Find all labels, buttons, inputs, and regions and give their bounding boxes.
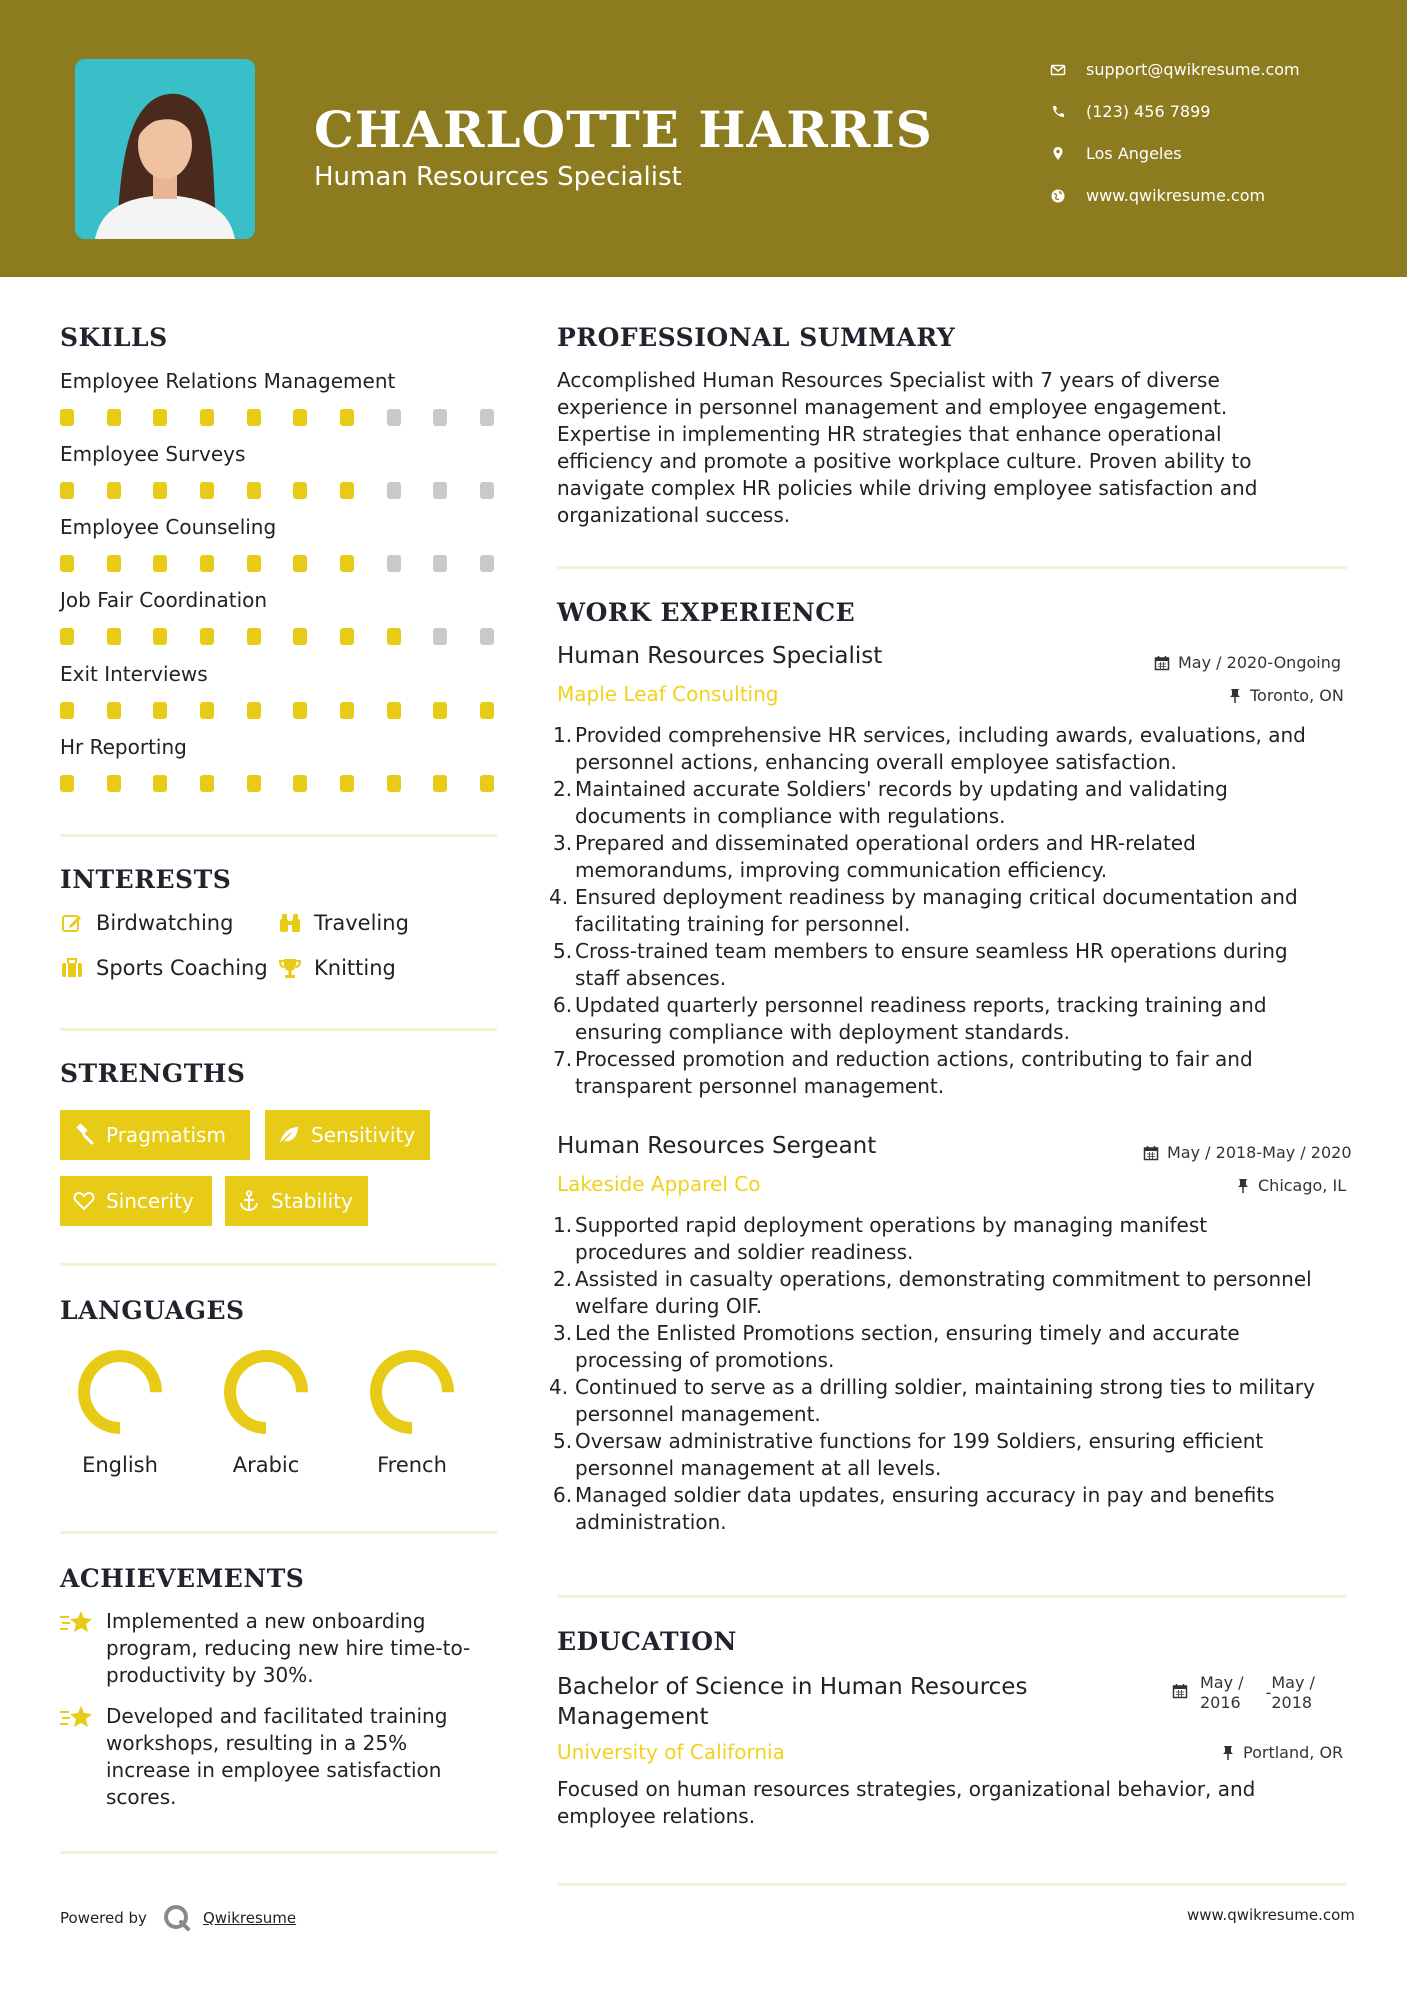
divider [557, 1883, 1347, 1886]
divider [60, 1263, 497, 1266]
gavel-icon [72, 1123, 96, 1147]
contact-phone[interactable] [1050, 102, 1210, 121]
bullet-line: Supported rapid deployment operations by managing manifest [575, 1213, 1208, 1237]
job-bullet: 5. Oversaw administrative functions for 199 Soldiers, ensuring efficient personnel management at all levels. [553, 1428, 1353, 1482]
bullet-line: staff absences. [575, 966, 727, 990]
degree-line: Bachelor of Science in Human Resources [557, 1674, 1028, 1700]
language-label: English [82, 1453, 158, 1477]
achievement-line: workshops, resulting in a 25% [106, 1731, 408, 1755]
powered-by-label: Powered by [60, 1909, 147, 1927]
language-label: French [377, 1453, 447, 1477]
rating-dot-filled [107, 409, 121, 426]
language-label: Arabic [232, 1453, 300, 1477]
rating-dot-filled [60, 702, 74, 719]
job-bullet: 5. Cross-trained team members to ensure seamless HR operations during staff absences. [553, 938, 1353, 992]
bullet-line: facilitating training for personnel. [575, 912, 911, 936]
job-bullet: 7. Processed promotion and reduction actions, contributing to fair and transparent personnel management. [553, 1046, 1353, 1100]
language-item [196, 1347, 336, 1477]
briefcase-icon [60, 956, 84, 980]
skill-name: Job Fair Coordination [60, 588, 268, 612]
degree-line: Management [557, 1704, 709, 1730]
rating-dot-filled [387, 628, 401, 645]
date-end-year: 2018 [1271, 1693, 1313, 1712]
rating-dot-filled [107, 482, 121, 499]
strengths-heading: STRENGTHS [60, 1059, 246, 1088]
achievement-line: Developed and facilitated training [106, 1704, 448, 1728]
pushpin-icon [1236, 1178, 1250, 1194]
rating-dot-filled [293, 775, 307, 792]
achievement-line: Implemented a new onboarding [106, 1609, 426, 1633]
divider [557, 1595, 1347, 1598]
bullet-line: Ensured deployment readiness by managing critical documentation and [575, 885, 1298, 909]
bullet-line: Updated quarterly personnel readiness reports, tracking training and [575, 993, 1267, 1017]
bullet-line: Assisted in casualty operations, demonstrating commitment to personnel [575, 1267, 1312, 1291]
achievement-line: scores. [106, 1785, 177, 1809]
strength-badge [60, 1176, 212, 1226]
bullet-line: welfare during OIF. [575, 1294, 763, 1318]
bullet-line: Cross-trained team members to ensure seamless HR operations during [575, 939, 1288, 963]
job-bullet: 6. Updated quarterly personnel readiness reports, tracking training and ensuring compliance with deployment standards. [553, 992, 1353, 1046]
rating-dot-filled [107, 628, 121, 645]
rating-dot-filled [340, 482, 354, 499]
rating-dot-filled [107, 702, 121, 719]
achievement-item [60, 1608, 500, 1689]
rating-dot-filled [60, 555, 74, 572]
rating-dot-filled [153, 555, 167, 572]
skill-item [60, 735, 500, 793]
rating-dot-filled [200, 628, 214, 645]
job-bullet: 4. Ensured deployment readiness by managing critical documentation and facilitating training for personnel. [553, 884, 1353, 938]
rating-dot-filled [387, 702, 401, 719]
rating-dot-filled [433, 775, 447, 792]
language-item [50, 1347, 190, 1477]
interest-label: Sports Coaching [96, 956, 268, 980]
portrait-image [75, 59, 255, 239]
calendar-icon [1143, 1145, 1159, 1161]
strength-label: Sincerity [106, 1189, 194, 1213]
job-bullet: 4. Continued to serve as a drilling soldier, maintaining strong ties to military personnel management. [553, 1374, 1353, 1428]
rating-dot-filled [60, 482, 74, 499]
job-bullet: 1. Supported rapid deployment operations by managing manifest procedures and soldier readiness. [553, 1212, 1353, 1266]
rating-dot-filled [200, 409, 214, 426]
rating-dot-filled [107, 775, 121, 792]
skill-name: Exit Interviews [60, 662, 208, 686]
candidate-name: CHARLOTTE HARRIS [314, 100, 933, 159]
date-start-month: May / [1200, 1673, 1244, 1692]
profile-photo [75, 59, 255, 239]
job-bullet: 2. Assisted in casualty operations, demonstrating commitment to personnel welfare during OIF. [553, 1266, 1353, 1320]
rating-dot-filled [153, 409, 167, 426]
bullet-line: Managed soldier data updates, ensuring accuracy in pay and benefits [575, 1483, 1275, 1507]
qwikresume-link[interactable]: Qwikresume [202, 1909, 297, 1927]
pushpin-icon [1228, 688, 1242, 704]
skill-item [60, 369, 500, 427]
languages-heading: LANGUAGES [60, 1296, 245, 1325]
education-line: Focused on human resources strategies, organizational behavior, and [557, 1777, 1256, 1801]
anchor-icon [237, 1189, 261, 1213]
rating-dot-empty [387, 555, 401, 572]
interest-item [278, 911, 409, 935]
powered-by [60, 1902, 296, 1934]
education-location [1221, 1743, 1343, 1762]
bullet-line: personnel management at all levels. [575, 1456, 942, 1480]
date-start [1200, 1673, 1244, 1713]
skill-item [60, 515, 500, 573]
language-ring [75, 1347, 165, 1437]
header-banner [0, 0, 1407, 277]
rating-dot-empty [480, 628, 494, 645]
achievement-line: increase in employee satisfaction [106, 1758, 442, 1782]
job-date [1143, 1143, 1352, 1162]
interest-label: Birdwatching [96, 911, 234, 935]
skills-heading: SKILLS [60, 323, 168, 352]
rating-dot-empty [387, 409, 401, 426]
job-location-text: Chicago, IL [1258, 1176, 1347, 1195]
job-location-text: Toronto, ON [1250, 686, 1344, 705]
interest-label: Traveling [314, 911, 409, 935]
skill-item [60, 662, 500, 720]
job-title: Human Resources Sergeant [557, 1133, 877, 1159]
interest-item [278, 956, 396, 980]
calendar-icon [1154, 655, 1170, 671]
rating-dot-filled [247, 555, 261, 572]
language-ring [221, 1347, 311, 1437]
strength-label: Pragmatism [106, 1123, 226, 1147]
rating-dot-filled [153, 702, 167, 719]
rating-dot-filled [340, 628, 354, 645]
summary-line: organizational success. [557, 503, 791, 527]
bullet-line: Provided comprehensive HR services, including awards, evaluations, and [575, 723, 1306, 747]
interests-heading: INTERESTS [60, 865, 232, 894]
interest-item [60, 956, 268, 980]
contact-email-text: support@qwikresume.com [1086, 60, 1300, 79]
job-date-text: May / 2020-Ongoing [1178, 653, 1341, 672]
rating-dot-empty [433, 482, 447, 499]
divider [557, 566, 1347, 569]
rating-dot-filled [480, 702, 494, 719]
summary-line: efficiency and promote a positive workplace culture. Proven ability to [557, 449, 1252, 473]
job-date-text: May / 2018-May / 2020 [1167, 1143, 1352, 1162]
job-location [1228, 686, 1344, 705]
education-heading: EDUCATION [557, 1627, 737, 1656]
rating-dot-filled [60, 628, 74, 645]
rating-dot-filled [200, 555, 214, 572]
skill-rating [60, 702, 500, 720]
education-description [557, 1776, 1347, 1830]
star-badge-icon [60, 1608, 94, 1638]
bullet-line: Maintained accurate Soldiers' records by updating and validating [575, 777, 1228, 801]
skill-rating [60, 482, 500, 500]
job-bullet: 6. Managed soldier data updates, ensuring accuracy in pay and benefits administration. [553, 1482, 1353, 1536]
job-bullets [549, 722, 1353, 1100]
interest-item [60, 911, 233, 935]
rating-dot-filled [247, 409, 261, 426]
bullet-line: processing of promotions. [575, 1348, 835, 1372]
pencil-square-icon [60, 911, 84, 935]
rating-dot-empty [480, 409, 494, 426]
job-title: Human Resources Specialist [557, 643, 883, 669]
job-bullet: 1. Provided comprehensive HR services, including awards, evaluations, and personnel actions, enhancing overall employee satisfaction. [553, 722, 1353, 776]
bullet-line: administration. [575, 1510, 727, 1534]
rating-dot-filled [60, 409, 74, 426]
skill-name: Employee Relations Management [60, 369, 396, 393]
rating-dot-filled [247, 628, 261, 645]
language-item [342, 1347, 482, 1477]
school-name: University of California [557, 1740, 785, 1764]
envelope-icon [1050, 62, 1066, 78]
rating-dot-filled [153, 775, 167, 792]
rating-dot-filled [293, 702, 307, 719]
bullet-line: personnel actions, enhancing overall employee satisfaction. [575, 750, 1177, 774]
rating-dot-filled [340, 409, 354, 426]
bullet-line: Led the Enlisted Promotions section, ensuring timely and accurate [575, 1321, 1240, 1345]
achievements-heading: ACHIEVEMENTS [60, 1564, 305, 1593]
trophy-icon [278, 956, 302, 980]
candidate-role: Human Resources Specialist [314, 162, 682, 192]
language-ring [367, 1347, 457, 1437]
rating-dot-filled [60, 775, 74, 792]
job-date [1154, 653, 1341, 672]
rating-dot-filled [200, 482, 214, 499]
divider [60, 834, 497, 837]
summary-heading: PROFESSIONAL SUMMARY [557, 323, 956, 352]
contact-email[interactable] [1050, 60, 1300, 79]
contact-website-text: www.qwikresume.com [1086, 186, 1266, 205]
rating-dot-empty [433, 555, 447, 572]
skill-rating [60, 628, 500, 646]
summary-text [557, 367, 1347, 529]
skill-rating [60, 775, 500, 793]
rating-dot-filled [200, 702, 214, 719]
leaf-icon [277, 1123, 301, 1147]
divider [60, 1851, 497, 1854]
summary-line: navigate complex HR policies while driving employee satisfaction and [557, 476, 1258, 500]
bullet-line: Continued to serve as a drilling soldier, maintaining strong ties to military [575, 1375, 1315, 1399]
skill-name: Hr Reporting [60, 735, 187, 759]
bullet-line: procedures and soldier readiness. [575, 1240, 914, 1264]
summary-line: experience in personnel management and employee engagement. [557, 395, 1228, 419]
rating-dot-filled [340, 555, 354, 572]
rating-dot-empty [480, 555, 494, 572]
rating-dot-empty [433, 628, 447, 645]
education-location-text: Portland, OR [1243, 1743, 1344, 1762]
rating-dot-filled [200, 775, 214, 792]
skill-item [60, 588, 500, 646]
achievement-line: program, reducing new hire time-to- [106, 1636, 471, 1660]
rating-dot-filled [247, 482, 261, 499]
strength-badge [60, 1110, 250, 1160]
date-start-year: 2016 [1200, 1693, 1241, 1712]
bullet-line: ensuring compliance with deployment standards. [575, 1020, 1070, 1044]
strength-badge [225, 1176, 368, 1226]
binoculars-icon [278, 911, 302, 935]
date-separator: - [1265, 1683, 1272, 1702]
rating-dot-filled [480, 775, 494, 792]
strength-label: Sensitivity [311, 1123, 416, 1147]
rating-dot-empty [387, 482, 401, 499]
calendar-icon [1172, 1683, 1188, 1699]
bullet-line: personnel management. [575, 1402, 821, 1426]
job-bullet: 2. Maintained accurate Soldiers' records by updating and validating documents in compliance with regulations. [553, 776, 1353, 830]
strength-label: Stability [271, 1189, 353, 1213]
rating-dot-empty [433, 409, 447, 426]
divider [60, 1531, 497, 1534]
bullet-line: documents in compliance with regulations. [575, 804, 1006, 828]
globe-icon [1050, 188, 1066, 204]
degree-title [557, 1672, 1027, 1732]
rating-dot-filled [433, 702, 447, 719]
rating-dot-empty [480, 482, 494, 499]
footer-website[interactable]: www.qwikresume.com [1187, 1906, 1355, 1924]
bullet-line: Oversaw administrative functions for 199 Soldiers, ensuring efficient [575, 1429, 1264, 1453]
heart-icon [72, 1189, 96, 1213]
rating-dot-filled [387, 775, 401, 792]
company-name: Maple Leaf Consulting [557, 682, 779, 706]
skill-name: Employee Counseling [60, 515, 277, 539]
strength-badge [265, 1110, 430, 1160]
bullet-line: memorandums, improving communication efficiency. [575, 858, 1108, 882]
experience-heading: WORK EXPERIENCE [557, 598, 856, 627]
pushpin-icon [1221, 1745, 1235, 1761]
achievement-item [60, 1703, 500, 1811]
rating-dot-filled [293, 555, 307, 572]
job-bullets [549, 1212, 1353, 1536]
bullet-line: Processed promotion and reduction actions, contributing to fair and [575, 1047, 1253, 1071]
rating-dot-filled [247, 702, 261, 719]
summary-line: Expertise in implementing HR strategies that enhance operational [557, 422, 1222, 446]
rating-dot-filled [293, 628, 307, 645]
phone-icon [1050, 104, 1066, 120]
divider [60, 1028, 497, 1031]
job-bullet: 3. Led the Enlisted Promotions section, ensuring timely and accurate processing of promotions. [553, 1320, 1353, 1374]
rating-dot-filled [293, 409, 307, 426]
rating-dot-filled [153, 628, 167, 645]
rating-dot-filled [153, 482, 167, 499]
rating-dot-filled [107, 555, 121, 572]
achievement-line: productivity by 30%. [106, 1663, 314, 1687]
skill-name: Employee Surveys [60, 442, 246, 466]
job-bullet: 3. Prepared and disseminated operational orders and HR-related memorandums, improving communication efficiency. [553, 830, 1353, 884]
bullet-line: transparent personnel management. [575, 1074, 945, 1098]
education-date [1172, 1673, 1315, 1713]
date-end-month: May / [1271, 1673, 1315, 1692]
summary-line: Accomplished Human Resources Specialist with 7 years of diverse [557, 368, 1220, 392]
star-badge-icon [60, 1703, 94, 1733]
contact-phone-text: (123) 456 7899 [1086, 102, 1211, 121]
interest-label: Knitting [314, 956, 396, 980]
rating-dot-filled [340, 702, 354, 719]
map-pin-icon [1050, 146, 1066, 162]
education-line: employee relations. [557, 1804, 756, 1828]
date-end [1271, 1673, 1315, 1713]
company-name: Lakeside Apparel Co [557, 1172, 761, 1196]
contact-location-text: Los Angeles [1086, 144, 1182, 163]
bullet-line: Prepared and disseminated operational orders and HR-related [575, 831, 1196, 855]
qwikresume-logo-icon [161, 1902, 193, 1934]
skill-item [60, 442, 500, 500]
skill-rating [60, 409, 500, 427]
contact-location [1050, 144, 1182, 163]
rating-dot-filled [340, 775, 354, 792]
skill-rating [60, 555, 500, 573]
rating-dot-filled [293, 482, 307, 499]
rating-dot-filled [247, 775, 261, 792]
job-location [1236, 1176, 1346, 1195]
contact-website[interactable] [1050, 186, 1265, 205]
